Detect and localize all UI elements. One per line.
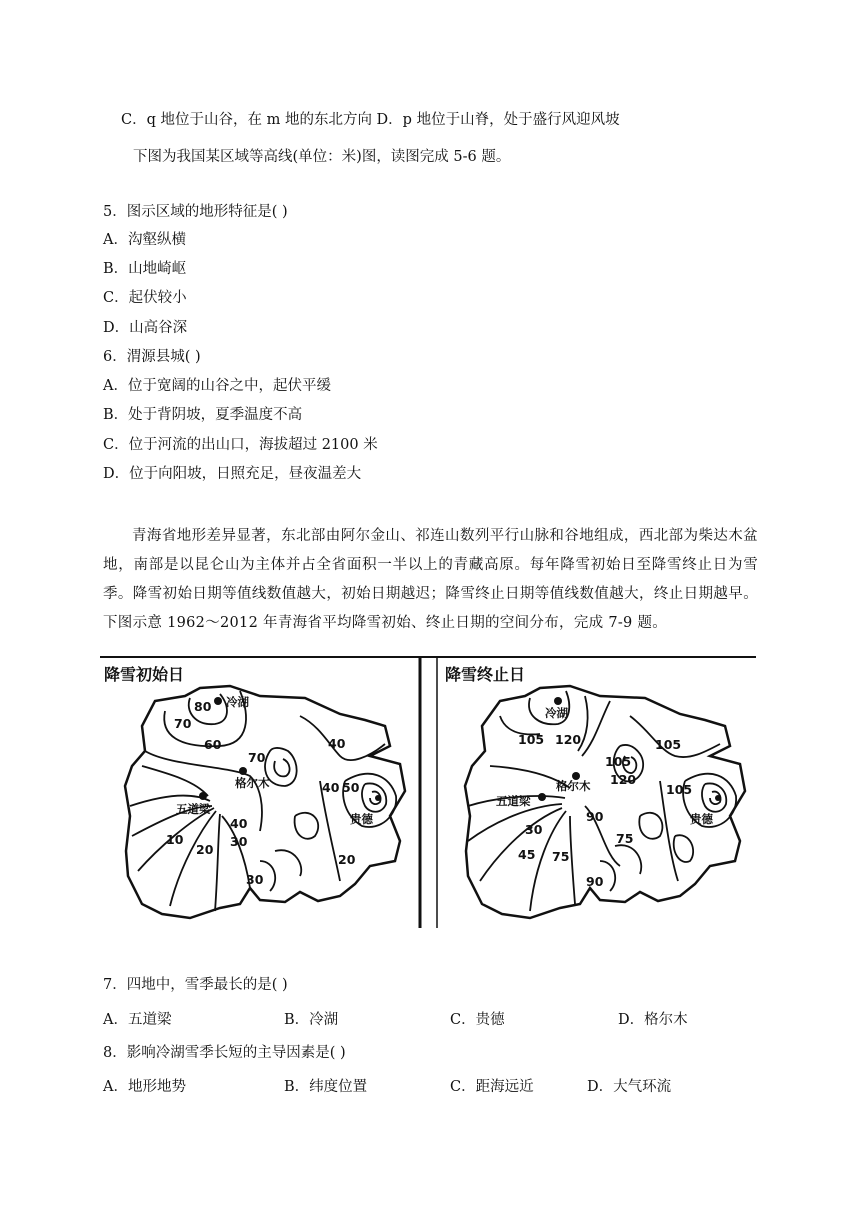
- map-left-snow-start: [104, 665, 405, 918]
- map-right-title: 降雪终止日: [445, 665, 526, 684]
- map-right-city-lenghu: 冷湖: [545, 706, 568, 720]
- map-right-label: 105: [605, 754, 632, 769]
- option-c-d-line: C．q 地位于山谷，在 m 地的东北方向 D．p 地位于山脊，处于盛行风迎风坡: [121, 112, 620, 128]
- q8-option-d: D．大气环流: [587, 1079, 672, 1095]
- map-right-snow-end: [445, 665, 745, 918]
- map-right-label: 105: [518, 732, 545, 747]
- q7-option-d: D．格尔木: [618, 1012, 688, 1028]
- map-right-label: 75: [616, 831, 634, 846]
- q6-option-b: B．处于背阴坡，夏季温度不高: [103, 407, 303, 423]
- q8-option-c: C．距海远近: [450, 1079, 534, 1095]
- map-left-city-wudaoliang: 五道梁: [176, 802, 211, 816]
- question-5: 5．图示区域的地形特征是( ): [103, 204, 288, 220]
- map-right-label: 105: [666, 782, 693, 797]
- map-left-city-lenghu: 冷湖: [226, 695, 249, 709]
- map-right-city-geermu: 格尔木: [556, 779, 591, 793]
- map-right-label: 75: [552, 849, 570, 864]
- map-left-city-guide: 贵德: [350, 812, 373, 826]
- passage-qinghai: 青海省地形差异显著，东北部由阿尔金山、祁连山数列平行山脉和谷地组成，西北部为柴达木盆地，南部是以昆仑山为主体并占全省面积一半以上的青藏高原。每年降雪初始日至降雪终止日为雪季。降雪初始日期等值线数值越大，初始日期越迟；降雪终止日期等值线数值越大，终止日期越早。下图示意 1962～2012 年青海省平均降雪初始、终止日期的空间分布，完成 7-9 题。: [103, 528, 758, 631]
- q5-option-a: A．沟壑纵横: [103, 232, 186, 248]
- map-left-city-geermu: 格尔木: [235, 776, 270, 790]
- q5-option-c: C．起伏较小: [103, 290, 187, 306]
- q7-option-c: C．贵德: [450, 1012, 505, 1028]
- map-left-label: 20: [338, 852, 356, 867]
- question-8: 8．影响冷湖雪季长短的主导因素是( ): [103, 1045, 346, 1061]
- map-left-label: 10: [166, 832, 184, 847]
- map-left-label: 70: [174, 716, 192, 731]
- map-right-label: 45: [518, 847, 536, 862]
- q7-option-a: A．五道梁: [103, 1012, 172, 1028]
- map-left-label: 40: [230, 816, 248, 831]
- map-left-label: 50: [342, 780, 360, 795]
- q7-option-b: B．冷湖: [284, 1012, 339, 1028]
- q8-option-a: A．地形地势: [103, 1079, 186, 1095]
- question-7: 7．四地中，雪季最长的是( ): [103, 977, 288, 993]
- q6-option-a: A．位于宽阔的山谷之中，起伏平缓: [103, 378, 331, 394]
- map-left-label: 70: [248, 750, 266, 765]
- map-left-label: 40: [328, 736, 346, 751]
- q8-option-b: B．纬度位置: [284, 1079, 368, 1095]
- map-left-label: 40: [322, 780, 340, 795]
- map-right-label: 30: [525, 822, 543, 837]
- map-left-label: 30: [230, 834, 248, 849]
- snow-maps-figure: [100, 656, 756, 930]
- map-right-label: 90: [586, 809, 604, 824]
- map-right-city-wudaoliang: 五道梁: [496, 794, 531, 808]
- q5-option-b: B．山地崎岖: [103, 261, 187, 277]
- map-right-label: 105: [655, 737, 682, 752]
- map-left-label: 80: [194, 699, 212, 714]
- q5-option-d: D．山高谷深: [103, 320, 188, 336]
- map-right-city-guide: 贵德: [690, 812, 713, 826]
- map-left-label: 30: [246, 872, 264, 887]
- map-left-label: 60: [204, 737, 222, 752]
- map-left-title: 降雪初始日: [104, 665, 185, 684]
- q6-option-d: D．位于向阳坡，日照充足，昼夜温差大: [103, 466, 362, 482]
- question-6: 6．渭源县城( ): [103, 349, 201, 365]
- q6-option-c: C．位于河流的出山口，海拔超过 2100 米: [103, 437, 378, 453]
- map-right-label: 120: [555, 732, 582, 747]
- map-right-label: 120: [610, 772, 637, 787]
- map-left-label: 20: [196, 842, 214, 857]
- map-right-label: 90: [586, 874, 604, 889]
- intro-5-6: 下图为我国某区域等高线(单位：米)图，读图完成 5-6 题。: [133, 149, 511, 165]
